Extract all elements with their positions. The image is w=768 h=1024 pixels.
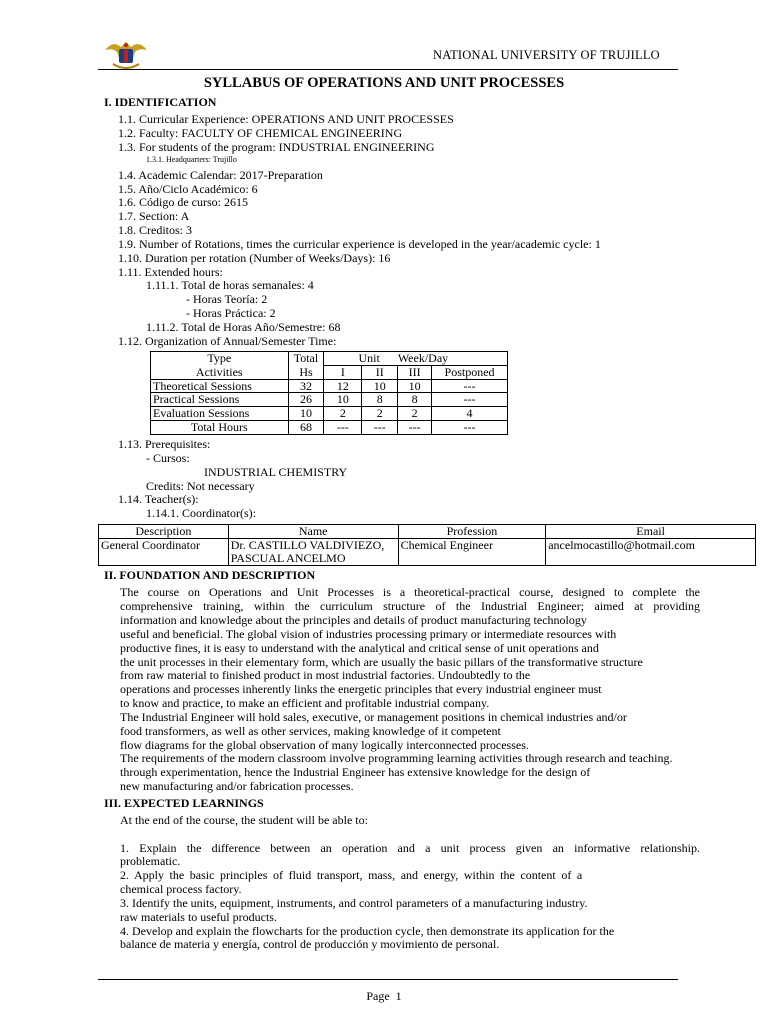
item-cursos: - Cursos:: [146, 451, 190, 465]
header-activities: Activities: [151, 365, 289, 379]
table-cell: Theoretical Sessions: [151, 379, 289, 393]
coordinator-header-row: [99, 525, 756, 539]
time-organization-table: [150, 351, 508, 435]
table-cell: ---: [398, 420, 432, 434]
header-unit-i: I: [324, 365, 362, 379]
learning-line: raw materials to useful products.: [120, 910, 277, 924]
learning-line: 3. Identify the units, equipment, instruments, and control parameters of a manufacturing industry.: [120, 896, 588, 910]
coordinator-description: General Coordinator: [99, 539, 229, 566]
foundation-line: through experimentation, hence the Industrial Engineer has extensive knowledge for the design of: [120, 765, 591, 779]
table-cell: 32: [288, 379, 324, 393]
table-cell: Practical Sessions: [151, 393, 289, 407]
table-cell: 8: [362, 393, 398, 407]
foundation-line: flow diagrams for the global observation of many logically interconnected processes.: [120, 738, 529, 752]
item-1-7: 1.7. Section: A: [118, 209, 190, 223]
table-cell: ---: [432, 420, 508, 434]
section-heading-foundation: II. FOUNDATION AND DESCRIPTION: [104, 568, 316, 582]
item-1-11-1: 1.11.1. Total de horas semanales: 4: [146, 278, 314, 292]
table-cell: 10: [398, 379, 432, 393]
table-cell: 4: [432, 407, 508, 421]
item-1-9: 1.9. Number of Rotations, times the curricular experience is developed in the year/academic cycle: 1: [118, 237, 601, 251]
table-row: [151, 393, 508, 407]
foundation-line: comprehensive training, within the curriculum structure of the Industrial Engineer; aimed at providing: [120, 599, 700, 613]
item-1-11: 1.11. Extended hours:: [118, 265, 223, 279]
foundation-line: to know and practice, to make an efficient and profitable industrial company.: [120, 696, 490, 710]
table-cell: ---: [432, 379, 508, 393]
header-email: Email: [546, 525, 756, 539]
coordinator-name-line1: Dr. CASTILLO VALDIVIEZO,: [230, 538, 385, 552]
header-unit-iii: III: [398, 365, 432, 379]
coordinator-profession: Chemical Engineer: [398, 539, 546, 566]
university-name: NATIONAL UNIVERSITY OF TRUJILLO: [433, 48, 660, 62]
table-cell: 68: [288, 420, 324, 434]
item-1-5: 1.5. Año/Ciclo Académico: 6: [118, 182, 258, 196]
item-1-8: 1.8. Creditos: 3: [118, 223, 192, 237]
university-seal-logo: [103, 38, 149, 72]
header-postponed: Postponed: [432, 365, 508, 379]
foundation-line: The requirements of the modern classroom involve programming learning activities through research and teaching.: [120, 751, 673, 765]
table-row: [151, 407, 508, 421]
item-credits: Credits: Not necessary: [146, 479, 255, 493]
table-row: [151, 379, 508, 393]
item-1-14-1: 1.14.1. Coordinator(s):: [146, 506, 256, 520]
table-cell: Total Hours: [151, 420, 289, 434]
item-1-3-1: 1.3.1. Headquarters: Trujillo: [146, 155, 237, 164]
foundation-line: The Industrial Engineer will hold sales, executive, or management positions in chemical industries and/or: [120, 710, 627, 724]
header-description: Description: [99, 525, 229, 539]
coordinator-name: [228, 539, 398, 566]
item-1-1: 1.1. Curricular Experience: OPERATIONS AND UNIT PROCESSES: [118, 112, 454, 126]
foundation-line: productive fines, it is easy to understand with the analytical and critical sense of unit operations and: [120, 641, 599, 655]
table-cell: 26: [288, 393, 324, 407]
learnings-intro: At the end of the course, the student will be able to:: [120, 813, 368, 827]
table-cell: 2: [324, 407, 362, 421]
header-profession: Profession: [398, 525, 546, 539]
table-header-row: [151, 352, 508, 366]
header-unit: Unit: [358, 351, 380, 365]
item-1-11-2: 1.11.2. Total de Horas Año/Semestre: 68: [146, 320, 341, 334]
table-row: [151, 420, 508, 434]
table-cell: ---: [324, 420, 362, 434]
learning-line: problematic.: [120, 854, 181, 868]
item-industrial-chemistry: INDUSTRIAL CHEMISTRY: [204, 465, 348, 479]
coordinator-table: [98, 524, 756, 566]
header-unit-ii: II: [362, 365, 398, 379]
foundation-line: the unit processes in their elementary form, which are usually the basic pillars of the transformative structure: [120, 655, 643, 669]
page-number: Page 1: [366, 989, 402, 1003]
item-1-3: 1.3. For students of the program: INDUSTRIAL ENGINEERING: [118, 140, 435, 154]
header-hs: Hs: [288, 365, 324, 379]
item-1-12: 1.12. Organization of Annual/Semester Time:: [118, 334, 337, 348]
header-type: Type: [151, 352, 289, 366]
coordinator-email: ancelmocastillo@hotmail.com: [546, 539, 756, 566]
section-heading-learnings: III. EXPECTED LEARNINGS: [104, 796, 264, 810]
learning-line: 4. Develop and explain the flowcharts for the production cycle, then demonstrate its application for the: [120, 924, 615, 938]
learning-line: balance de materia y energía, control de producción y movimiento de personal.: [120, 937, 500, 951]
item-1-4: 1.4. Academic Calendar: 2017-Preparation: [118, 168, 323, 182]
header-name: Name: [228, 525, 398, 539]
foundation-line: The course on Operations and Unit Processes is a theoretical-practical course, designed to complete the: [120, 585, 700, 599]
coordinator-name-line2: PASCUAL ANCELMO: [230, 551, 346, 565]
item-1-14: 1.14. Teacher(s):: [118, 492, 199, 506]
foundation-line: new manufacturing and/or fabrication processes.: [120, 779, 354, 793]
foundation-line: useful and beneficial. The global vision of industries processing primary or intermediate resources with: [120, 627, 617, 641]
table-cell: ---: [432, 393, 508, 407]
section-heading-identification: I. IDENTIFICATION: [104, 95, 217, 109]
table-subheader-row: [151, 365, 508, 379]
header-week-day: Week/Day: [397, 351, 449, 365]
table-cell: ---: [362, 420, 398, 434]
learning-line: chemical process factory.: [120, 882, 242, 896]
header-unit-week: [324, 352, 508, 366]
item-1-13: 1.13. Prerequisites:: [118, 437, 211, 451]
table-cell: 10: [288, 407, 324, 421]
table-cell: 2: [362, 407, 398, 421]
header-total: Total: [288, 352, 324, 366]
page-title: SYLLABUS OF OPERATIONS AND UNIT PROCESSES: [203, 75, 565, 91]
item-1-10: 1.10. Duration per rotation (Number of Weeks/Days): 16: [118, 251, 391, 265]
footer-rule: [98, 979, 678, 980]
table-cell: 10: [362, 379, 398, 393]
learning-line: 2. Apply the basic principles of fluid transport, mass, and energy, within the content of a: [120, 868, 583, 882]
table-cell: 12: [324, 379, 362, 393]
table-cell: 10: [324, 393, 362, 407]
item-1-6: 1.6. Código de curso: 2615: [118, 195, 248, 209]
item-horas-practica: - Horas Práctica: 2: [186, 306, 276, 320]
foundation-line: operations and processes inherently links the energetic principles that every industrial engineer must: [120, 682, 602, 696]
header-rule: [98, 69, 678, 70]
table-cell: 8: [398, 393, 432, 407]
table-cell: Evaluation Sessions: [151, 407, 289, 421]
foundation-line: from raw material to finished product in most industrial factories. Undoubtedly to the: [120, 668, 531, 682]
table-cell: 2: [398, 407, 432, 421]
learning-line: 1. Explain the difference between an operation and a unit process given an informative relationship.: [120, 841, 700, 855]
item-1-2: 1.2. Faculty: FACULTY OF CHEMICAL ENGINEERING: [118, 126, 403, 140]
item-horas-teoria: - Horas Teoría: 2: [186, 292, 268, 306]
coordinator-row: [99, 539, 756, 566]
foundation-line: food transformers, as well as other services, making knowledge of it competent: [120, 724, 501, 738]
foundation-line: information and knowledge about the principles and details of product manufacturing technology: [120, 613, 587, 627]
